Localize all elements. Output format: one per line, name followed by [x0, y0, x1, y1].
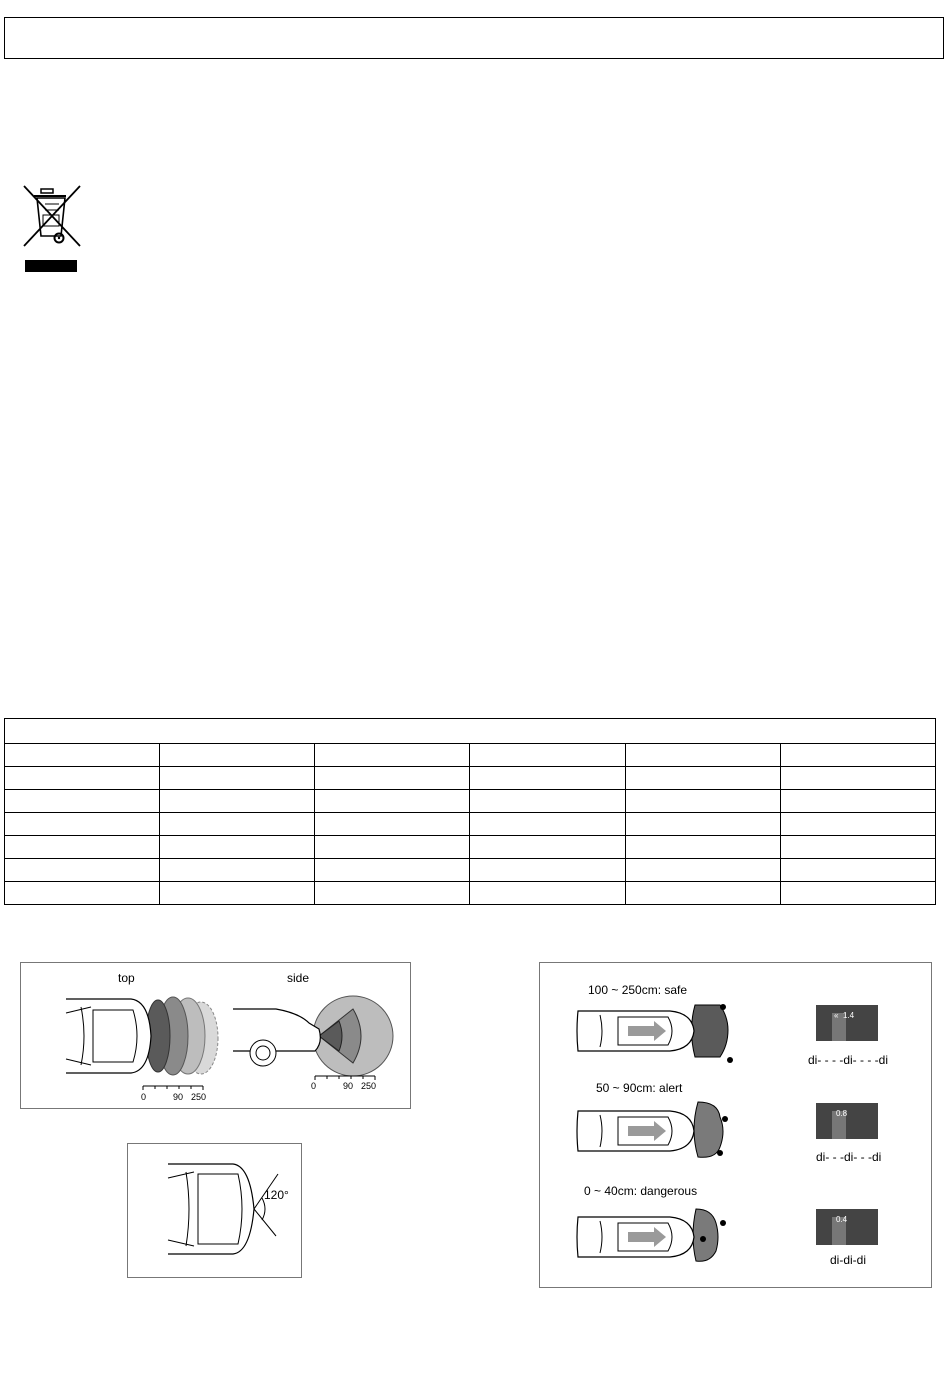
side-scale-label-0: 0	[311, 1081, 317, 1091]
table-row	[5, 882, 936, 905]
display-safe-icon	[816, 1005, 878, 1041]
detection-area-figure	[20, 962, 411, 1109]
top-scale-label-250: 250	[191, 1092, 207, 1102]
car-angle-illustration	[128, 1144, 303, 1279]
zone-alert-label: 50 ~ 90cm: alert	[596, 1081, 683, 1095]
display-alert-icon	[816, 1103, 878, 1139]
table-row	[5, 859, 936, 882]
table-row	[5, 744, 936, 767]
table-row	[5, 813, 936, 836]
zone-dangerous-label: 0 ~ 40cm: dangerous	[584, 1184, 698, 1198]
zone-safe-label: 100 ~ 250cm: safe	[588, 983, 688, 997]
weee-disposal-icon	[18, 180, 88, 280]
top-distance-scale	[141, 1085, 211, 1091]
table-row	[5, 836, 936, 859]
side-scale-label-250: 250	[361, 1081, 377, 1091]
side-view-label: side	[287, 971, 310, 985]
car-safe-zone-illustration	[570, 997, 750, 1067]
table-row	[5, 790, 936, 813]
beep-dangerous-label: di-di-di	[830, 1253, 867, 1267]
specification-table	[4, 718, 936, 905]
side-scale-label-90: 90	[343, 1081, 354, 1091]
svg-text:0.4: 0.4	[836, 1215, 848, 1224]
svg-text:«: «	[834, 1011, 839, 1020]
svg-text:1.4: 1.4	[843, 1011, 855, 1020]
distance-zones-figure	[539, 962, 932, 1288]
header-box	[4, 17, 944, 59]
table-row	[5, 767, 936, 790]
car-alert-zone-illustration	[570, 1097, 750, 1167]
top-scale-label-90: 90	[173, 1092, 184, 1102]
angle-label: 120°	[264, 1188, 289, 1202]
table-header-row	[5, 719, 936, 744]
table-header-cell	[5, 719, 936, 744]
svg-text:0.8: 0.8	[836, 1109, 848, 1118]
beep-alert-label: di- - -di- - -di	[816, 1150, 882, 1164]
beep-safe-label: di- - - -di- - - -di	[808, 1053, 888, 1067]
detection-angle-figure	[127, 1143, 302, 1278]
display-dangerous-icon	[816, 1209, 878, 1245]
top-view-label: top	[118, 971, 135, 985]
car-dangerous-zone-illustration	[570, 1203, 750, 1273]
top-scale-label-0: 0	[141, 1092, 147, 1102]
